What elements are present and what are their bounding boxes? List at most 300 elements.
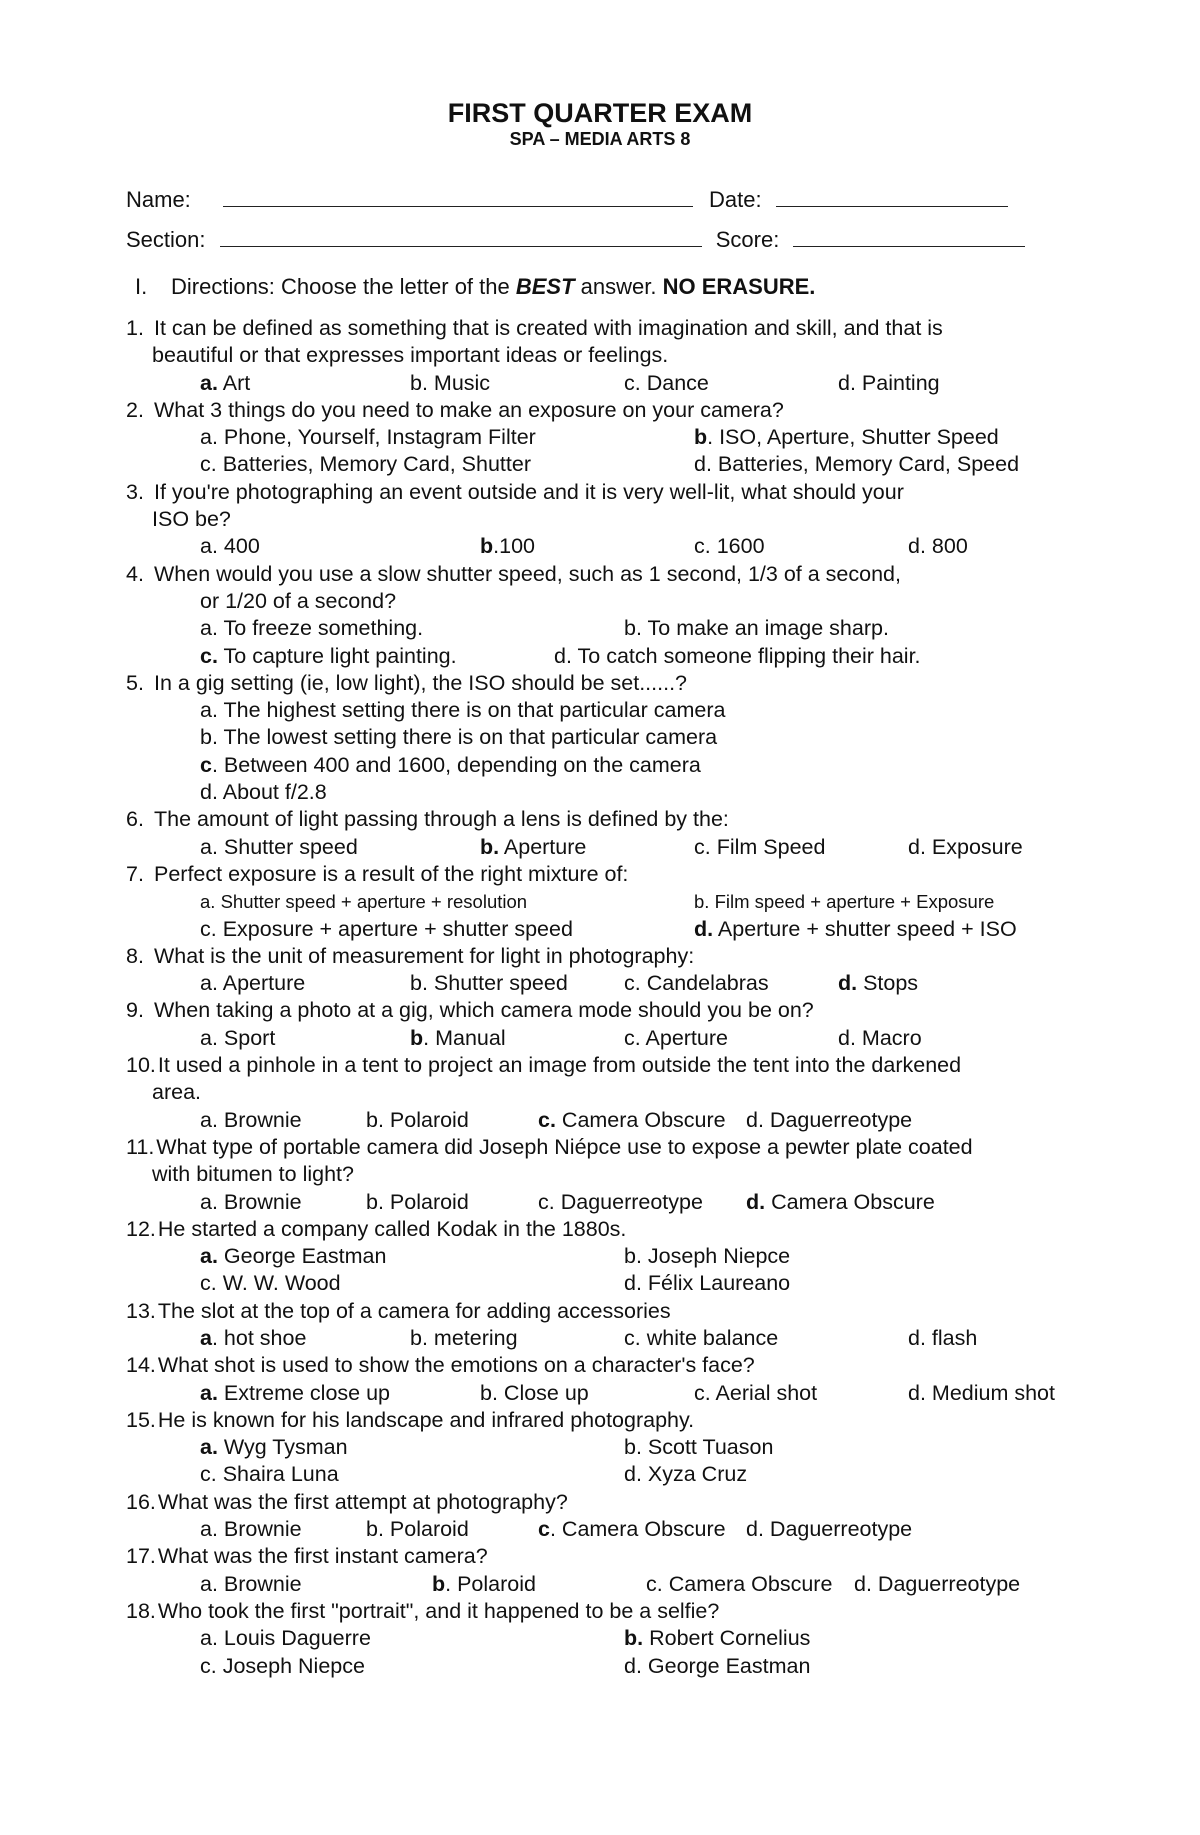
option-text: Art bbox=[217, 370, 251, 395]
question-number: 6. bbox=[126, 807, 144, 832]
option-letter: b. bbox=[366, 1107, 384, 1132]
question-number: 7. bbox=[126, 861, 144, 886]
option-text: Close up bbox=[497, 1380, 589, 1405]
answer-option[interactable] bbox=[200, 1270, 341, 1297]
date-field[interactable] bbox=[776, 186, 1008, 207]
date-label: Date: bbox=[709, 187, 762, 212]
answer-option[interactable] bbox=[200, 916, 573, 943]
answer-option[interactable] bbox=[200, 1516, 302, 1543]
option-letter: d. bbox=[624, 1271, 642, 1296]
option-text: About f/2.8 bbox=[217, 780, 327, 805]
option-text: Batteries, Memory Card, Shutter bbox=[216, 452, 531, 477]
option-text: Exposure bbox=[925, 834, 1023, 859]
option-row bbox=[126, 1571, 1086, 1598]
option-letter: c. bbox=[694, 534, 711, 559]
answer-option[interactable] bbox=[200, 970, 305, 997]
answer-option[interactable] bbox=[624, 1325, 778, 1352]
score-field[interactable] bbox=[793, 226, 1025, 247]
question-14 bbox=[126, 1352, 1086, 1407]
option-text: To freeze something. bbox=[217, 616, 424, 641]
question-stem bbox=[126, 1489, 1086, 1516]
answer-option[interactable] bbox=[746, 1107, 912, 1134]
option-row bbox=[126, 697, 1086, 724]
option-letter: c. bbox=[200, 643, 218, 668]
option-letter: a. bbox=[200, 1025, 218, 1050]
answer-option[interactable] bbox=[854, 1571, 1020, 1598]
option-letter: d. bbox=[908, 1380, 926, 1405]
answer-option[interactable] bbox=[410, 1325, 518, 1352]
option-text: Félix Laureano bbox=[641, 1271, 791, 1296]
question-text: What was the first instant camera? bbox=[157, 1544, 488, 1569]
answer-option[interactable] bbox=[200, 615, 423, 642]
exam-subtitle: SPA – MEDIA ARTS 8 bbox=[509, 129, 691, 149]
directions-prefix: Directions: Choose the letter of the bbox=[171, 274, 516, 299]
option-letter: a. bbox=[200, 1571, 218, 1596]
option-text: Exposure + aperture + shutter speed bbox=[216, 916, 573, 941]
name-date-row bbox=[126, 186, 1008, 214]
answer-option[interactable] bbox=[746, 1516, 912, 1543]
answer-option[interactable] bbox=[200, 1380, 390, 1407]
option-text: Aperture bbox=[499, 834, 587, 859]
option-text: The highest setting there is on that particular camera bbox=[217, 698, 726, 723]
option-text: . Manual bbox=[423, 1025, 506, 1050]
option-letter: d. bbox=[838, 1025, 856, 1050]
answer-option[interactable] bbox=[366, 1107, 469, 1134]
option-text: Film speed + aperture + Exposure bbox=[709, 891, 995, 913]
option-row bbox=[126, 888, 1086, 915]
question-9 bbox=[126, 997, 1086, 1052]
option-row bbox=[126, 752, 1086, 779]
option-text: 400 bbox=[217, 534, 260, 559]
answer-option[interactable] bbox=[538, 1516, 726, 1543]
option-letter: b. bbox=[624, 1626, 644, 1651]
option-letter: d. bbox=[746, 1107, 764, 1132]
question-15 bbox=[126, 1407, 1086, 1489]
question-text: When taking a photo at a gig, which camera mode should you be on? bbox=[154, 998, 814, 1023]
question-3 bbox=[126, 479, 1086, 561]
question-11 bbox=[126, 1134, 1086, 1216]
option-row bbox=[126, 1189, 1086, 1216]
option-row bbox=[126, 970, 1086, 997]
question-17 bbox=[126, 1543, 1086, 1598]
question-text: What is the unit of measurement for light in photography: bbox=[154, 943, 695, 968]
option-text: To catch someone flipping their hair. bbox=[571, 643, 921, 668]
option-letter: b. bbox=[624, 1244, 642, 1269]
option-letter: b. bbox=[694, 891, 710, 913]
answer-option[interactable] bbox=[480, 1380, 589, 1407]
option-letter: a. bbox=[200, 891, 216, 913]
option-text: white balance bbox=[640, 1325, 779, 1350]
option-text: Polaroid bbox=[383, 1517, 469, 1542]
answer-option[interactable] bbox=[366, 1516, 469, 1543]
option-text: Medium shot bbox=[925, 1380, 1055, 1405]
option-text: Wyg Tysman bbox=[217, 1435, 348, 1460]
answer-option[interactable] bbox=[624, 1243, 790, 1270]
option-text: Daguerreotype bbox=[763, 1517, 913, 1542]
answer-option[interactable] bbox=[200, 724, 717, 751]
answer-option[interactable] bbox=[694, 888, 994, 915]
answer-option[interactable] bbox=[200, 1653, 365, 1680]
option-text: Shaira Luna bbox=[216, 1462, 339, 1487]
option-row bbox=[126, 1625, 1086, 1652]
answer-option[interactable] bbox=[200, 370, 250, 397]
option-row bbox=[126, 1653, 1086, 1680]
option-letter: b. bbox=[366, 1189, 384, 1214]
question-text-continued: with bitumen to light? bbox=[152, 1162, 354, 1187]
option-letter: d. bbox=[908, 534, 926, 559]
answer-option[interactable] bbox=[908, 533, 968, 560]
question-text: What type of portable camera did Joseph Niépce use to expose a pewter plate coated bbox=[156, 1134, 973, 1159]
question-text: The slot at the top of a camera for adding accessories bbox=[157, 1298, 671, 1323]
name-field[interactable] bbox=[223, 186, 693, 207]
answer-option[interactable] bbox=[538, 1189, 703, 1216]
option-letter: d. bbox=[746, 1517, 764, 1542]
question-number: 15. bbox=[126, 1407, 156, 1432]
option-letter: b. bbox=[624, 616, 642, 641]
question-16 bbox=[126, 1489, 1086, 1544]
option-text: Sport bbox=[217, 1025, 276, 1050]
question-12 bbox=[126, 1216, 1086, 1298]
question-number: 1. bbox=[126, 316, 144, 340]
answer-option[interactable] bbox=[624, 1653, 810, 1680]
option-text: Phone, Yourself, Instagram Filter bbox=[217, 425, 536, 450]
option-text: 800 bbox=[925, 534, 968, 559]
option-text: metering bbox=[427, 1325, 518, 1350]
answer-option[interactable] bbox=[624, 615, 889, 642]
option-row bbox=[126, 1461, 1086, 1488]
option-row bbox=[126, 1243, 1086, 1270]
question-number: 18. bbox=[126, 1598, 156, 1623]
option-letter: d. bbox=[746, 1189, 766, 1214]
answer-option[interactable] bbox=[624, 1625, 810, 1652]
answer-option[interactable] bbox=[200, 834, 358, 861]
option-text: Camera Obscure bbox=[662, 1571, 833, 1596]
question-text: What 3 things do you need to make an exposure on your camera? bbox=[154, 397, 784, 422]
question-stem bbox=[126, 1052, 1086, 1079]
option-letter: b. bbox=[480, 1380, 498, 1405]
option-letter: c. bbox=[200, 1653, 217, 1678]
section-field[interactable] bbox=[220, 226, 702, 247]
option-text: To capture light painting. bbox=[217, 643, 457, 668]
answer-option[interactable] bbox=[646, 1571, 832, 1598]
question-text-continued: ISO be? bbox=[152, 507, 231, 532]
question-number: 16. bbox=[126, 1489, 156, 1514]
option-text: Brownie bbox=[217, 1189, 302, 1214]
option-letter: c. bbox=[624, 971, 641, 996]
directions-emphasis: BEST bbox=[515, 274, 575, 299]
answer-option[interactable] bbox=[624, 1461, 747, 1488]
directions-roman: I. bbox=[135, 274, 148, 299]
answer-option[interactable] bbox=[200, 533, 260, 560]
question-number: 13. bbox=[126, 1298, 156, 1323]
option-letter: b. bbox=[410, 1325, 428, 1350]
option-text: . Camera Obscure bbox=[549, 1517, 726, 1542]
answer-option[interactable] bbox=[746, 1189, 935, 1216]
answer-option[interactable] bbox=[624, 1270, 790, 1297]
option-row bbox=[126, 779, 1086, 806]
question-text-continued: or 1/20 of a second? bbox=[200, 588, 397, 613]
option-letter: d. bbox=[624, 1653, 642, 1678]
answer-option[interactable] bbox=[200, 451, 531, 478]
option-row bbox=[126, 1380, 1086, 1407]
answer-option[interactable] bbox=[200, 1625, 371, 1652]
question-4 bbox=[126, 561, 1086, 670]
answer-option[interactable] bbox=[432, 1571, 536, 1598]
option-letter: d. bbox=[854, 1571, 872, 1596]
question-text: What shot is used to show the emotions on a character's face? bbox=[157, 1353, 755, 1378]
question-text: Perfect exposure is a result of the right mixture of: bbox=[154, 861, 629, 886]
option-text: Aperture + shutter speed + ISO bbox=[713, 916, 1017, 941]
option-letter: a. bbox=[200, 834, 218, 859]
question-text: What was the first attempt at photography? bbox=[157, 1489, 568, 1514]
option-text: Aerial shot bbox=[710, 1380, 818, 1405]
answer-option[interactable] bbox=[366, 1189, 469, 1216]
option-letter: a. bbox=[200, 616, 218, 641]
option-text: Shutter speed bbox=[217, 834, 358, 859]
option-letter: d. bbox=[554, 643, 572, 668]
option-letter: c. bbox=[624, 1025, 641, 1050]
option-letter: c bbox=[538, 1517, 550, 1542]
question-13 bbox=[126, 1298, 1086, 1353]
option-row bbox=[126, 1270, 1086, 1297]
answer-option[interactable] bbox=[200, 779, 327, 806]
option-letter: c. bbox=[624, 1325, 641, 1350]
question-text-continued: beautiful or that expresses important ideas or feelings. bbox=[152, 343, 669, 368]
question-stem bbox=[126, 1216, 1086, 1243]
question-number: 2. bbox=[126, 397, 144, 422]
answer-option[interactable] bbox=[200, 1107, 302, 1134]
answer-option[interactable] bbox=[200, 1571, 302, 1598]
option-text: Camera Obscure bbox=[765, 1189, 935, 1214]
answer-option[interactable] bbox=[908, 834, 1023, 861]
option-row bbox=[126, 424, 1086, 451]
directions bbox=[135, 273, 815, 301]
question-text-continued: area. bbox=[152, 1080, 202, 1105]
option-text: Batteries, Memory Card, Speed bbox=[711, 452, 1020, 477]
answer-option[interactable] bbox=[624, 970, 769, 997]
answer-option[interactable] bbox=[538, 1107, 726, 1134]
answer-option[interactable] bbox=[200, 697, 725, 724]
option-text: Daguerreotype bbox=[871, 1571, 1021, 1596]
option-text: .100 bbox=[493, 534, 535, 559]
option-letter: b. bbox=[200, 725, 218, 750]
question-5 bbox=[126, 670, 1086, 806]
option-text: Brownie bbox=[217, 1571, 302, 1596]
option-text: Aperture bbox=[640, 1025, 728, 1050]
option-letter: b. bbox=[624, 1435, 642, 1460]
option-text: Macro bbox=[855, 1025, 922, 1050]
option-text: Camera Obscure bbox=[555, 1107, 726, 1132]
option-text: Xyza Cruz bbox=[641, 1462, 748, 1487]
question-stem bbox=[126, 1134, 1086, 1161]
option-letter: c. bbox=[538, 1189, 555, 1214]
answer-option[interactable] bbox=[838, 970, 918, 997]
option-letter: a. bbox=[200, 1435, 218, 1460]
question-2 bbox=[126, 397, 1086, 479]
answer-option[interactable] bbox=[480, 533, 535, 560]
question-text: He is known for his landscape and infrared photography. bbox=[157, 1407, 695, 1432]
answer-option[interactable] bbox=[200, 1189, 302, 1216]
question-1 bbox=[126, 315, 1086, 397]
answer-option[interactable] bbox=[694, 533, 765, 560]
question-stem bbox=[126, 479, 1086, 506]
answer-option[interactable] bbox=[410, 1025, 506, 1052]
answer-option[interactable] bbox=[200, 752, 701, 779]
question-text: He started a company called Kodak in the 1880s. bbox=[157, 1216, 627, 1241]
answer-option[interactable] bbox=[200, 1025, 275, 1052]
option-row bbox=[126, 533, 1086, 560]
answer-option[interactable] bbox=[410, 370, 490, 397]
option-letter: a. bbox=[200, 425, 218, 450]
answer-option[interactable] bbox=[908, 1325, 977, 1352]
question-stem bbox=[126, 806, 1086, 833]
option-row bbox=[126, 1434, 1086, 1461]
option-row bbox=[126, 1025, 1086, 1052]
question-text: The amount of light passing through a lens is defined by the: bbox=[154, 807, 729, 832]
answer-option[interactable] bbox=[694, 451, 1019, 478]
option-letter: b. bbox=[480, 834, 500, 859]
option-letter: d. bbox=[200, 780, 218, 805]
option-text: Joseph Niepce bbox=[216, 1653, 365, 1678]
answer-option[interactable] bbox=[624, 370, 709, 397]
answer-option[interactable] bbox=[200, 1434, 348, 1461]
question-stem bbox=[126, 397, 1086, 424]
question-stem bbox=[126, 1598, 1086, 1625]
answer-option[interactable] bbox=[200, 1243, 386, 1270]
question-stem bbox=[126, 1352, 1086, 1379]
question-stem bbox=[126, 997, 1086, 1024]
directions-strong: NO ERASURE. bbox=[662, 274, 816, 299]
option-letter: a. bbox=[200, 534, 218, 559]
option-letter: a bbox=[200, 1325, 212, 1350]
option-letter: a. bbox=[200, 1107, 218, 1132]
option-row bbox=[126, 1107, 1086, 1134]
answer-option[interactable] bbox=[838, 370, 940, 397]
option-letter: c. bbox=[538, 1107, 556, 1132]
question-stem bbox=[126, 861, 1086, 888]
option-text: Film Speed bbox=[710, 834, 826, 859]
option-letter: c. bbox=[694, 834, 711, 859]
option-text: Shutter speed bbox=[427, 971, 568, 996]
question-8 bbox=[126, 943, 1086, 998]
question-stem bbox=[126, 1407, 1086, 1434]
answer-option[interactable] bbox=[694, 834, 825, 861]
answer-option[interactable] bbox=[200, 888, 527, 915]
option-text: Polaroid bbox=[383, 1107, 469, 1132]
option-row bbox=[126, 643, 1086, 670]
option-letter: c. bbox=[624, 370, 641, 395]
option-text: To make an image sharp. bbox=[641, 616, 889, 641]
option-text: Aperture bbox=[217, 971, 306, 996]
option-letter: d. bbox=[694, 916, 714, 941]
name-label: Name: bbox=[126, 187, 191, 212]
option-letter: b. bbox=[366, 1517, 384, 1542]
option-row bbox=[126, 724, 1086, 751]
option-row bbox=[126, 615, 1086, 642]
option-text: Scott Tuason bbox=[641, 1435, 774, 1460]
option-text: W. W. Wood bbox=[216, 1271, 341, 1296]
answer-option[interactable] bbox=[624, 1025, 728, 1052]
question-stem bbox=[126, 315, 1086, 342]
answer-option[interactable] bbox=[200, 1461, 339, 1488]
question-stem bbox=[126, 670, 1086, 697]
option-text: . ISO, Aperture, Shutter Speed bbox=[707, 425, 999, 450]
option-text: Polaroid bbox=[383, 1189, 469, 1214]
answer-option[interactable] bbox=[200, 1325, 306, 1352]
option-text: flash bbox=[925, 1325, 978, 1350]
answer-option[interactable] bbox=[200, 424, 536, 451]
answer-option[interactable] bbox=[694, 916, 1017, 943]
question-7 bbox=[126, 861, 1086, 943]
option-text: Louis Daguerre bbox=[217, 1626, 371, 1651]
question-number: 4. bbox=[126, 561, 144, 586]
option-row bbox=[126, 834, 1086, 861]
option-letter: a. bbox=[200, 370, 218, 395]
answer-option[interactable] bbox=[838, 1025, 922, 1052]
option-letter: c. bbox=[646, 1571, 663, 1596]
question-number: 14. bbox=[126, 1353, 156, 1378]
option-text: Extreme close up bbox=[217, 1380, 391, 1405]
question-text: It can be defined as something that is created with imagination and skill, and that is bbox=[154, 316, 943, 340]
question-text: When would you use a slow shutter speed, such as 1 second, 1/3 of a second, bbox=[154, 561, 901, 586]
exam-title: FIRST QUARTER EXAM bbox=[447, 98, 753, 128]
question-stem bbox=[126, 1298, 1086, 1325]
option-letter: d. bbox=[694, 452, 712, 477]
option-row bbox=[126, 916, 1086, 943]
option-letter: d. bbox=[908, 1325, 926, 1350]
option-text: Candelabras bbox=[640, 971, 769, 996]
answer-option[interactable] bbox=[694, 424, 999, 451]
option-text: The lowest setting there is on that particular camera bbox=[217, 725, 718, 750]
question-number: 9. bbox=[126, 998, 144, 1023]
answer-option[interactable] bbox=[624, 1434, 773, 1461]
option-letter: d. bbox=[838, 370, 856, 395]
answer-option[interactable] bbox=[554, 643, 921, 670]
question-number: 17. bbox=[126, 1544, 156, 1569]
question-number: 8. bbox=[126, 943, 144, 968]
answer-option[interactable] bbox=[480, 834, 586, 861]
option-letter: b bbox=[410, 1025, 424, 1050]
option-text: Daguerreotype bbox=[554, 1189, 703, 1214]
question-number: 12. bbox=[126, 1216, 156, 1241]
option-letter: a. bbox=[200, 1189, 218, 1214]
option-text: George Eastman bbox=[217, 1244, 387, 1269]
option-text: Music bbox=[427, 370, 491, 395]
answer-option[interactable] bbox=[410, 970, 568, 997]
option-row bbox=[126, 451, 1086, 478]
question-10 bbox=[126, 1052, 1086, 1134]
option-text: Stops bbox=[857, 971, 919, 996]
answer-option[interactable] bbox=[908, 1380, 1055, 1407]
option-text: Daguerreotype bbox=[763, 1107, 913, 1132]
option-letter: b. bbox=[410, 971, 428, 996]
question-number: 3. bbox=[126, 479, 144, 504]
question-list bbox=[126, 315, 1086, 1680]
option-letter: a. bbox=[200, 1626, 218, 1651]
option-text: 1600 bbox=[710, 534, 765, 559]
question-stem bbox=[126, 561, 1086, 588]
option-letter: b bbox=[480, 534, 494, 559]
option-letter: c. bbox=[200, 1271, 217, 1296]
option-letter: a. bbox=[200, 698, 218, 723]
answer-option[interactable] bbox=[200, 643, 457, 670]
option-text: Joseph Niepce bbox=[641, 1244, 791, 1269]
question-number: 11. bbox=[126, 1134, 155, 1159]
option-text: . hot shoe bbox=[211, 1325, 307, 1350]
option-letter: c. bbox=[694, 1380, 711, 1405]
option-text: . Polaroid bbox=[445, 1571, 536, 1596]
answer-option[interactable] bbox=[694, 1380, 817, 1407]
